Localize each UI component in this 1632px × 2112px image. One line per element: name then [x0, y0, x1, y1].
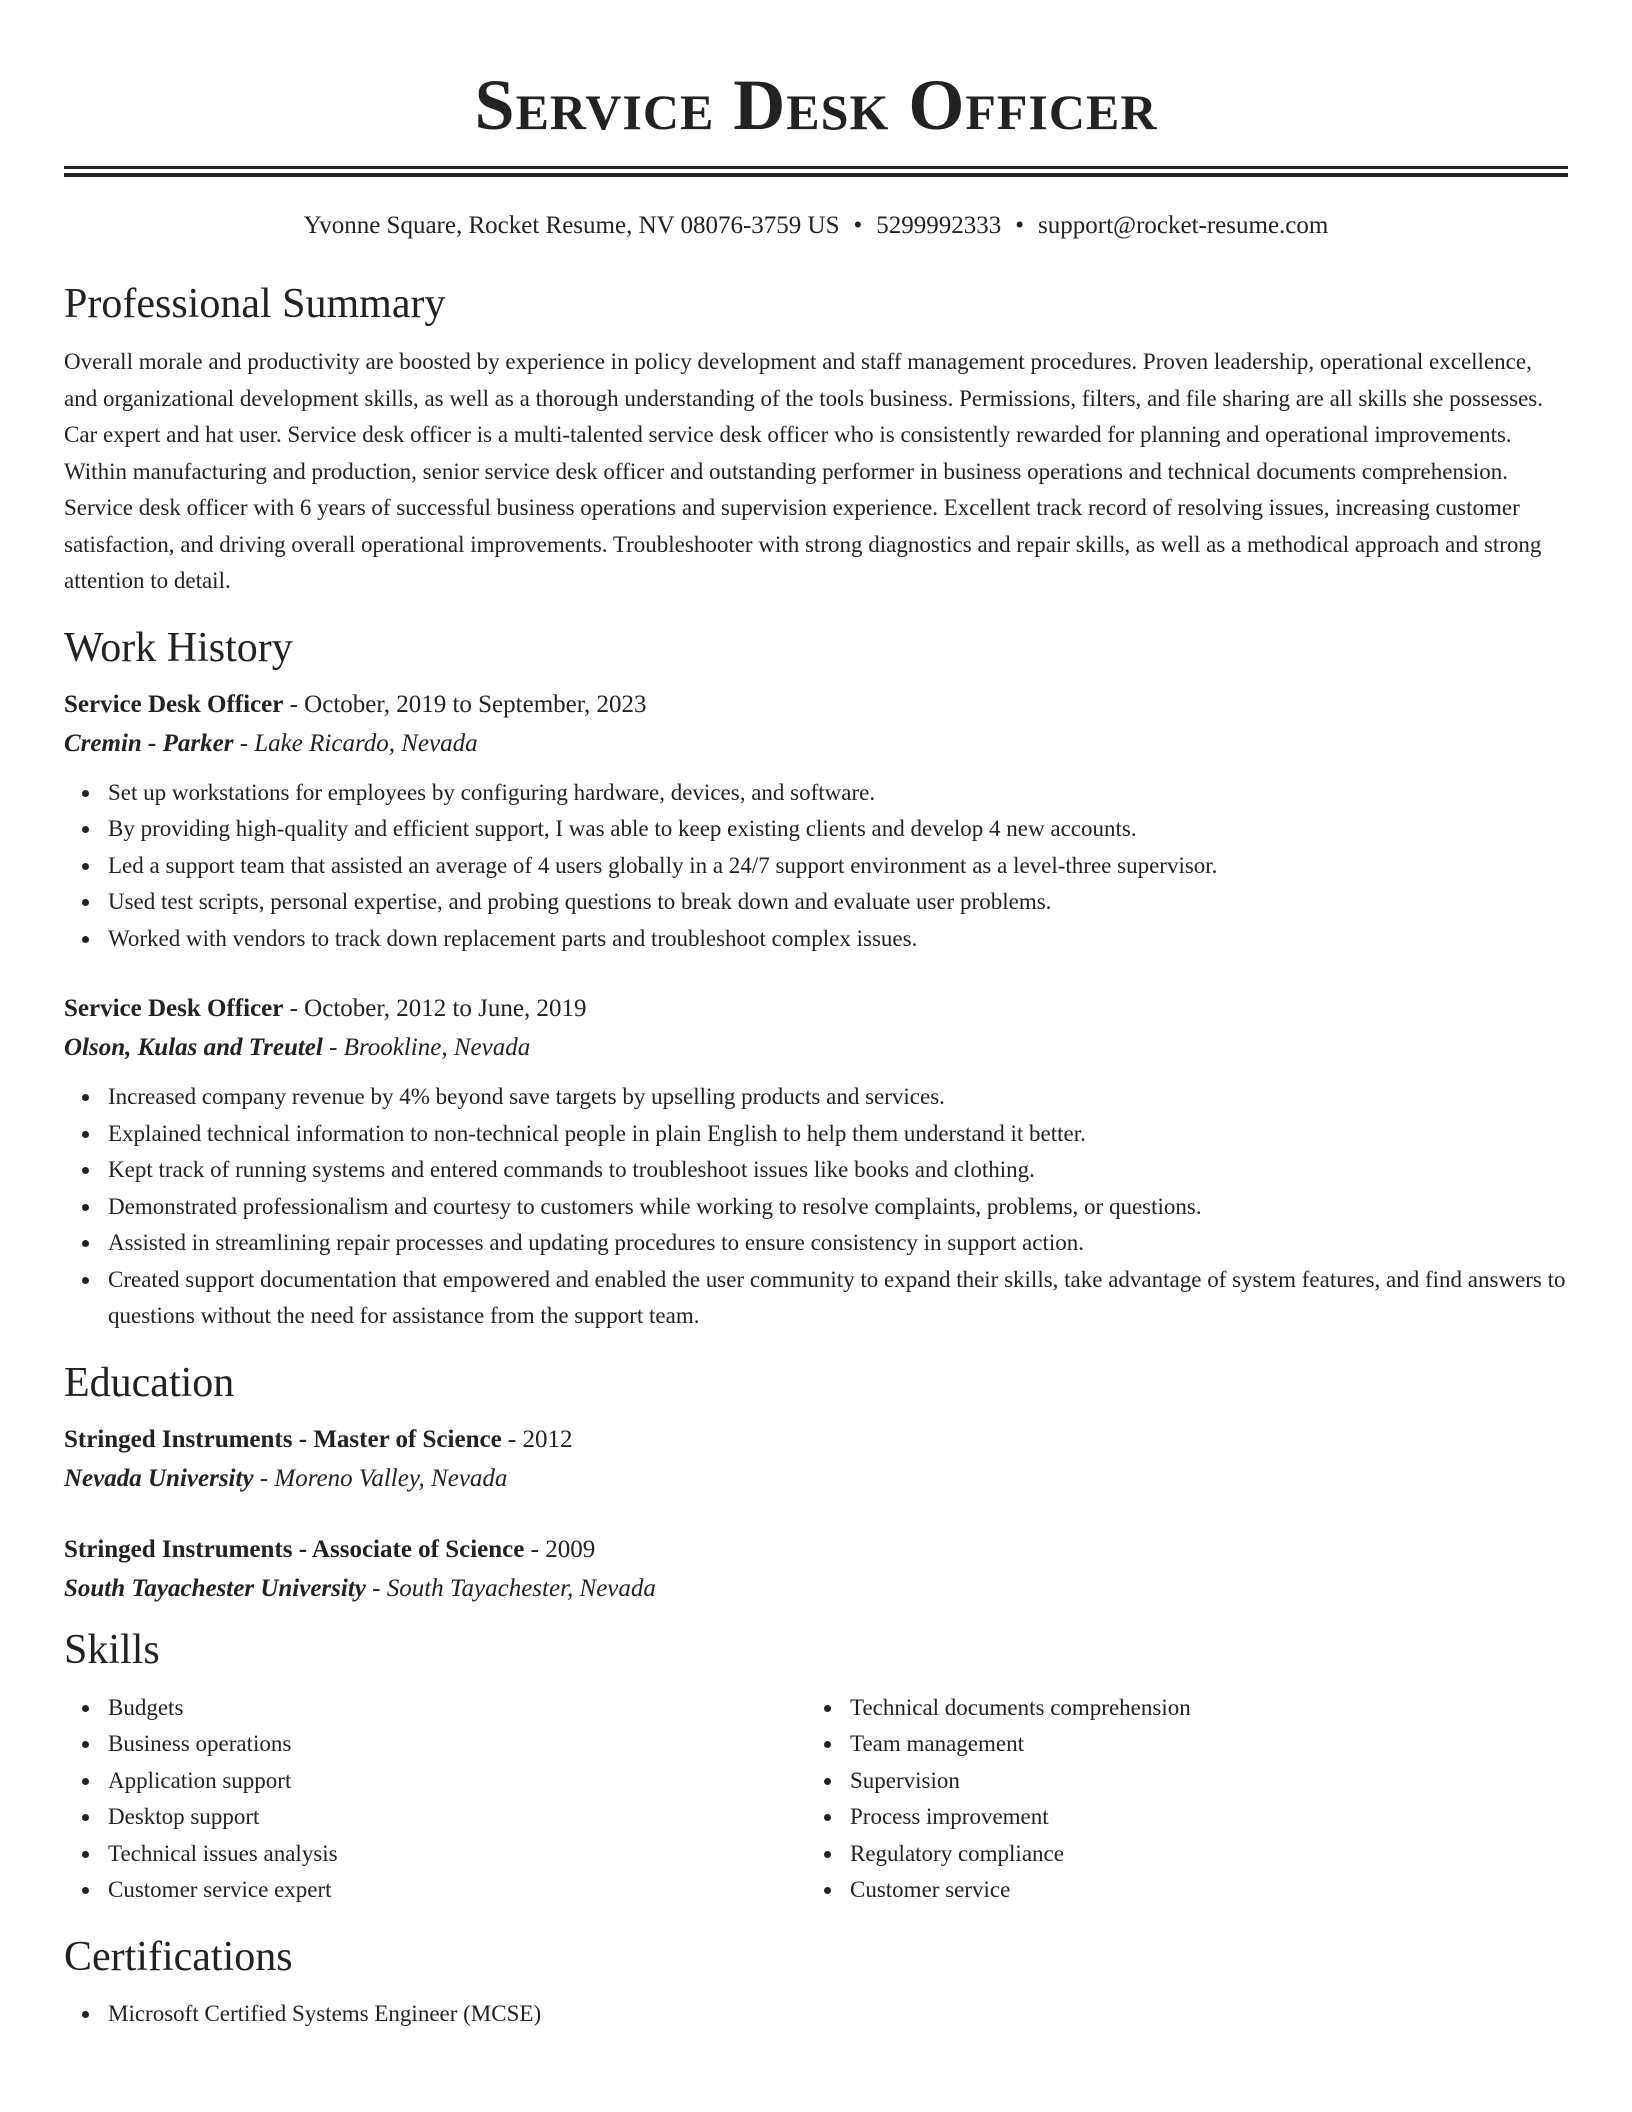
list-item: Budgets [108, 1690, 806, 1727]
summary-text: Overall morale and productivity are boosted by experience in policy development and staff management procedures. Proven leadership, operational excellence, and organizational development skills, as well as a thorough understanding of the tools business. Permissions, filters, and file sharing are all skills she possesses. Car expert and hat user. Service desk officer is a multi-talented service desk officer who is consistently rewarded for planning and operational improvements. Within manufacturing and production, senior service desk officer and outstanding performer in business operations and technical documents comprehension. Service desk officer with 6 years of successful business operations and supervision experience. Excellent track record of resolving issues, increasing customer satisfaction, and driving overall operational improvements. Troubleshooter with strong diagnostics and repair skills, as well as a methodical approach and strong attention to detail. [64, 349, 1543, 593]
job-bullet-list [64, 775, 1568, 958]
skills-list [64, 1690, 806, 1909]
education-heading [64, 1420, 1568, 1459]
list-item: Demonstrated professionalism and courtesy to customers while working to resolve complaints, problems, or questions. [108, 1189, 1568, 1226]
job-entry [64, 989, 1568, 1335]
list-item: Application support [108, 1763, 806, 1800]
job-location: - Brookline, Nevada [322, 1034, 531, 1061]
job-location: - Lake Ricardo, Nevada [233, 729, 478, 757]
list-item: Microsoft Certified Systems Engineer (MCSE) [108, 1996, 1568, 2033]
list-item: Regulatory compliance [850, 1836, 1548, 1873]
education-school-line [64, 1459, 1568, 1498]
section-title-education: Education [64, 1359, 235, 1406]
list-item: Set up workstations for employees by configuring hardware, devices, and software. [108, 775, 1568, 812]
job-dates: - October, 2019 to September, 2023 [283, 690, 647, 718]
skills-column-right [806, 1690, 1548, 1909]
contact-separator: • [853, 212, 863, 239]
list-item: Technical issues analysis [108, 1836, 806, 1873]
job-dates: - October, 2012 to June, 2019 [283, 995, 587, 1022]
resume-page [64, 0, 1568, 2032]
list-item: Process improvement [850, 1799, 1548, 1836]
contact-line [64, 209, 1568, 243]
list-item: Technical documents comprehension [850, 1690, 1548, 1727]
list-item: Kept track of running systems and entered commands to troubleshoot issues like books and clothing. [108, 1152, 1568, 1189]
list-item: Increased company revenue by 4% beyond save targets by upselling products and services. [108, 1079, 1568, 1116]
education-location: - South Tayachester, Nevada [365, 1574, 656, 1602]
education-entry [64, 1530, 1568, 1608]
list-item: Team management [850, 1726, 1548, 1763]
education-degree: Stringed Instruments - Associate of Science [64, 1535, 525, 1563]
education-year: - 2009 [524, 1535, 596, 1563]
education-degree: Stringed Instruments - Master of Science [64, 1425, 502, 1453]
list-item: Used test scripts, personal expertise, and probing questions to break down and evaluate user problems. [108, 884, 1568, 921]
list-item: Created support documentation that empowered and enabled the user community to expand their skills, take advantage of system features, and find answers to questions without the need for assistance from the support team. [108, 1262, 1568, 1335]
job-company-line [64, 724, 1568, 763]
skills-list [806, 1690, 1548, 1909]
contact-email[interactable]: support@rocket-resume.com [1038, 212, 1329, 239]
list-item: Led a support team that assisted an average of 4 users globally in a 24/7 support environment as a level-three supervisor. [108, 848, 1568, 885]
list-item: Business operations [108, 1726, 806, 1763]
skills-grid [64, 1690, 1568, 1909]
education-school: South Tayachester University [64, 1574, 366, 1602]
education-heading [64, 1530, 1568, 1569]
education-year: - 2012 [501, 1425, 573, 1453]
job-heading [64, 989, 1568, 1028]
list-item: Explained technical information to non-technical people in plain English to help them understand it better. [108, 1116, 1568, 1153]
job-bullet-list [64, 1079, 1568, 1335]
certifications-list [64, 1996, 1568, 2033]
contact-address: Yvonne Square, Rocket Resume, NV 08076-3759 US [303, 212, 840, 239]
section-title-summary: Professional Summary [64, 281, 446, 327]
job-company: Olson, Kulas and Treutel [64, 1034, 323, 1061]
list-item: Customer service [850, 1872, 1548, 1909]
job-role: Service Desk Officer [64, 690, 284, 718]
title-double-rule [64, 166, 1568, 177]
job-entry [64, 685, 1568, 958]
contact-separator: • [1015, 212, 1025, 239]
list-item: Customer service expert [108, 1872, 806, 1909]
job-heading [64, 685, 1568, 724]
section-title-certifications: Certifications [64, 1933, 293, 1980]
job-company-line [64, 1028, 1568, 1067]
education-school: Nevada University [64, 1464, 254, 1492]
job-role: Service Desk Officer [64, 995, 284, 1022]
job-company: Cremin - Parker [64, 729, 234, 757]
list-item: Supervision [850, 1763, 1548, 1800]
contact-phone: 5299992333 [876, 212, 1002, 239]
section-title-work-history: Work History [64, 624, 293, 671]
education-location: - Moreno Valley, Nevada [253, 1464, 508, 1492]
resume-title: Service Desk Officer [474, 65, 1158, 145]
education-school-line [64, 1569, 1568, 1608]
list-item: Assisted in streamlining repair processes and updating procedures to ensure consistency in support action. [108, 1225, 1568, 1262]
skills-column-left [64, 1690, 806, 1909]
section-title-skills: Skills [64, 1626, 160, 1673]
list-item: By providing high-quality and efficient support, I was able to keep existing clients and develop 4 new accounts. [108, 811, 1568, 848]
list-item: Desktop support [108, 1799, 806, 1836]
education-entry [64, 1420, 1568, 1498]
list-item: Worked with vendors to track down replacement parts and troubleshoot complex issues. [108, 921, 1568, 958]
